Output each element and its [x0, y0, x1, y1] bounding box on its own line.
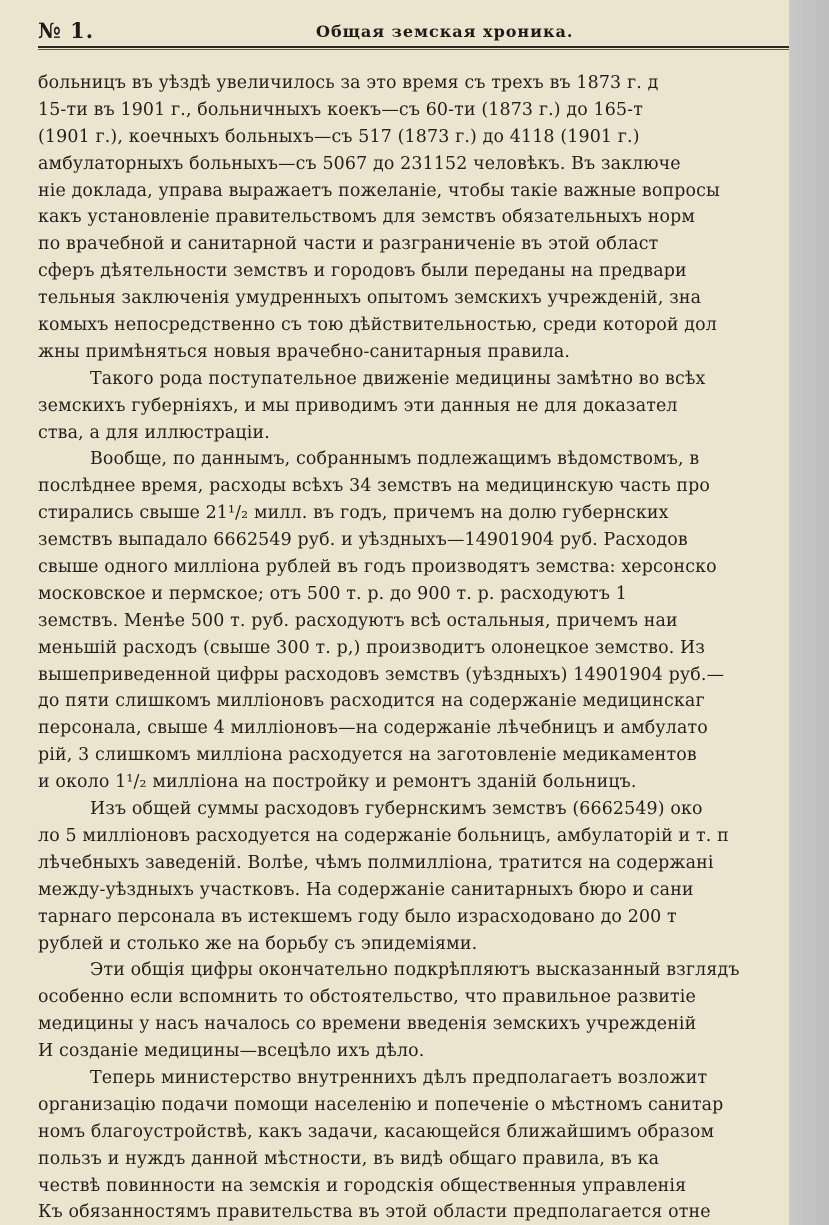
text-line: рублей и столько же на борьбу съ эпидеміями.: [38, 933, 478, 954]
text-line: (1901 г.), коечныхъ больныхъ—съ 517 (1873 г.) до 4118 (1901 г.): [38, 126, 640, 147]
text-line: Теперь министерство внутреннихъ дѣлъ предполагаетъ возложит: [90, 1067, 708, 1088]
text-line: пользъ и нуждъ данной мѣстности, въ видѣ общаго правила, въ ка: [38, 1148, 660, 1169]
text-line: тарнаго персонала въ истекшемъ году было израсходовано до 200 т: [38, 906, 677, 927]
body-text: [38, 70, 789, 1225]
text-line: по врачебной и санитарной части и разграниченіе въ этой област: [38, 234, 659, 255]
text-line: Изъ общей суммы расходовъ губернскимъ земствъ (6662549) око: [90, 799, 703, 820]
text-line: свыше одного милліона рублей въ годъ производятъ земства: херсонско: [38, 557, 717, 578]
page-edge: [789, 0, 829, 1225]
text-line: комыхъ непосредственно съ тою дѣйствительностью, среди которой дол: [38, 315, 717, 336]
text-line: И созданіе медицины—всецѣло ихъ дѣло.: [38, 1041, 425, 1062]
text-line: вышеприведенной цифры расходовъ земствъ (уѣздныхъ) 14901904 руб.—: [38, 664, 725, 685]
text-line: сферъ дѣятельности земствъ и городовъ были переданы на предвари: [38, 261, 687, 282]
text-line: и около 1¹/₂ милліона на постройку и ремонтъ зданій больницъ.: [38, 772, 637, 793]
text-line: Вообще, по даннымъ, собраннымъ подлежащимъ вѣдомствомъ, в: [90, 449, 700, 470]
text-line: московское и пермское; отъ 500 т. р. до 900 т. р. расходуютъ 1: [38, 583, 627, 604]
text-line: ніе доклада, управа выражаетъ пожеланіе, чтобы такіе важные вопросы: [38, 180, 721, 201]
text-line: меньшій расходъ (свыше 300 т. р,) производитъ олонецкое земство. Из: [38, 637, 705, 658]
text-line: земскихъ губерніяхъ, и мы приводимъ эти данныя не для доказател: [38, 395, 678, 416]
running-title: Общая земская хроника.: [316, 22, 574, 41]
text-line: персонала, свыше 4 милліоновъ—на содержаніе лѣчебницъ и амбулато: [38, 718, 708, 739]
text-line: земствъ. Менѣе 500 т. руб. расходуютъ всѣ остальныя, причемъ наи: [38, 610, 678, 631]
text-line: стирались свыше 21¹/₂ милл. въ годъ, причемъ на долю губернских: [38, 503, 669, 524]
text-line: послѣднее время, расходы всѣхъ 34 земствъ на медицинскую часть про: [38, 476, 711, 497]
text-line: между-уѣздныхъ участковъ. На содержаніе санитарныхъ бюро и сани: [38, 879, 694, 900]
text-line: ло 5 милліоновъ расходуется на содержаніе больницъ, амбулаторій и т. п: [38, 825, 729, 846]
text-line: до пяти слишкомъ милліоновъ расходится на содержаніе медицинскаг: [38, 691, 705, 712]
header-rule-thin: [38, 49, 789, 50]
header-rule: [38, 46, 789, 48]
text-line: 15-ти въ 1901 г., больничныхъ коекъ—съ 60-ти (1873 г.) до 165-т: [38, 99, 643, 120]
text-line: медицины у насъ началось со времени введенія земскихъ учрежденій: [38, 1014, 697, 1035]
text-line: больницъ въ уѣздѣ увеличилось за это время съ трехъ въ 1873 г. д: [38, 73, 659, 93]
text-line: ства, а для иллюстраціи.: [38, 422, 270, 443]
text-line: земствъ выпадало 6662549 руб. и уѣздныхъ—14901904 руб. Расходов: [38, 530, 688, 551]
text-line: какъ установленіе правительствомъ для земствъ обязательныхъ норм: [38, 207, 696, 228]
text-line: чествѣ повинности на земскія и городскія общественныя управленія: [38, 1175, 687, 1196]
running-header: [38, 18, 788, 48]
page-number: № 1.: [38, 18, 95, 43]
text-line: Къ обязанностямъ правительства въ этой области предполагается отне: [38, 1202, 711, 1223]
text-line: особенно если вспомнить то обстоятельство, что правильное развитіе: [38, 987, 696, 1008]
text-line: лѣчебныхъ заведеній. Волѣе, чѣмъ полмилліона, тратится на содержані: [38, 852, 714, 873]
text-line: организацію подачи помощи населенію и попеченіе о мѣстномъ санитар: [38, 1094, 724, 1115]
text-line: Такого рода поступательное движеніе медицины замѣтно во всѣх: [90, 368, 706, 389]
text-line: рій, 3 слишкомъ милліона расходуется на заготовленіе медикаментов: [38, 745, 697, 766]
text-line: жны примѣняться новыя врачебно-санитарныя правила.: [38, 341, 571, 362]
text-line: амбулаторныхъ больныхъ—съ 5067 до 231152 человѣкъ. Въ заключе: [38, 153, 681, 174]
text-line: номъ благоустройствѣ, какъ задачи, касающейся ближайшимъ образом: [38, 1121, 715, 1142]
text-line: Эти общія цифры окончательно подкрѣпляютъ высказанный взглядъ: [90, 960, 740, 981]
text-line: тельныя заключенія умудренныхъ опытомъ земскихъ учрежденій, зна: [38, 288, 702, 309]
